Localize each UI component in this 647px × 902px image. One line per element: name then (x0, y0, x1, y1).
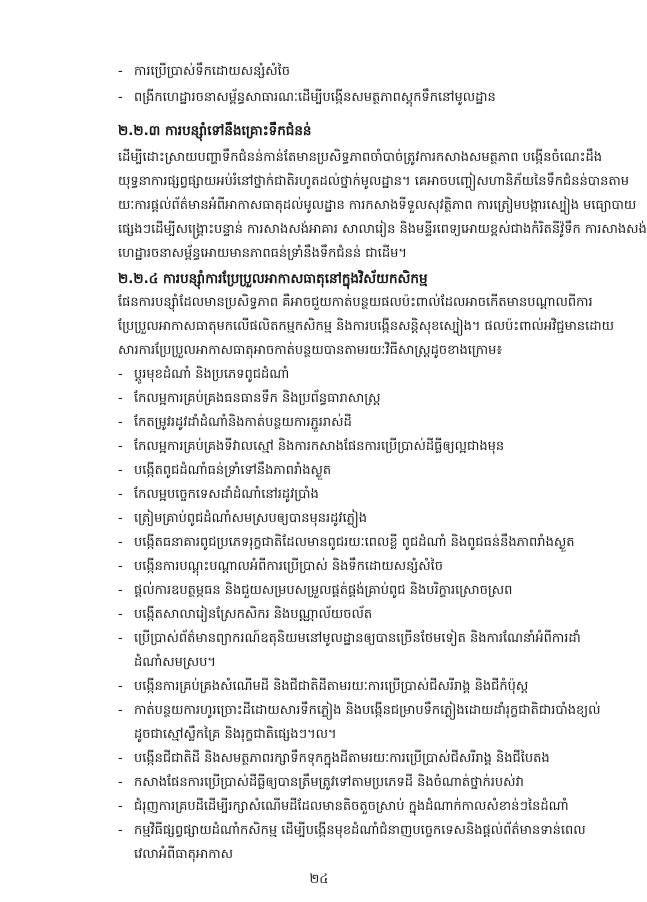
bullet-marker: - (118, 799, 123, 814)
bullet-line: ការប្រើប្រាស់ទឹកដោយសន្សំសំចៃ (134, 64, 291, 79)
paragraph-line: ហេដ្ឋារចនាសម្ព័ន្ធអោយមានភាពធន់ទ្រាំនឹងទឹកជំនន់ ជាដើម។ (118, 246, 407, 261)
bullet-marker: - (118, 415, 123, 430)
paragraph-line: យៈការផ្តល់ព័ត៌មានអំពីអាកាសធាតុដល់មូលដ្ឋាន ការកសាងទីទួលសុវត្ថិភាព ការត្រៀមបង្ការស្បៀង មធ្យោបាយ (118, 198, 637, 213)
bullet-item (118, 675, 529, 699)
bullet-text (134, 483, 523, 507)
bullet-text (134, 675, 529, 699)
bullet-line: បង្កើនជីជាតិដី និងសមត្ថភាពរក្សាទឹកទុកក្នុងដីតាមរយៈការប្រើប្រាស់ជីសរីរាង្គ និងជីបៃតង (134, 751, 550, 766)
bullet-marker: - (118, 559, 123, 574)
bullet-item (118, 459, 523, 483)
bullet-item (118, 747, 550, 771)
section-number: ២.២.៣ (118, 123, 161, 139)
adaptation-measures-list (118, 363, 601, 867)
paragraph-line: យុទ្ធនាការផ្សព្វផ្សាយអប់រំនៅថ្នាក់ជាតិរហូតដល់ថ្នាក់មូលដ្ឋាន។ គេអាចបញ្ចៀសហានិភ័យនៃទឹកជំនន់បានតាម (118, 174, 629, 189)
bullet-line: កែលម្អការគ្រប់គ្រងធនធានទឹក និងប្រព័ន្ធធារាសាស្ត្រ (134, 391, 381, 406)
section-number: ២.២.៤ (118, 271, 159, 287)
bullet-text (134, 387, 523, 411)
paragraph-line: សារការប្រែប្រួលអាកាសធាតុអាចកាត់បន្ថយបានតាមរយៈវិធីសាស្ត្រដូចខាងក្រោម៖ (118, 343, 503, 358)
bullet-text (134, 411, 523, 435)
section-paragraph (118, 291, 615, 363)
bullet-marker: - (118, 679, 123, 694)
bullet-item (118, 819, 586, 867)
bullet-item (118, 603, 523, 627)
bullet-line: ពង្រីកហេដ្ឋារចនាសម្ព័ន្ធសាធារណៈដើម្បីបង្កើនសមត្ថភាពស្តុកទឹកនៅមូលដ្ឋាន (134, 90, 496, 105)
paragraph-line: ដើម្បីដោះស្រាយបញ្ហាទឹកជំនន់កាន់តែមានប្រសិទ្ធភាពចាំបាច់ត្រូវការកសាងសមត្ថភាព បង្កើនចំណេះដឹង (118, 150, 603, 165)
bullet-marker: - (118, 90, 123, 105)
section-2-2-3 (118, 119, 647, 266)
bullet-item (118, 795, 569, 819)
bullet-line: ដូចជាស្មៅស្លឹកគ្រៃ និងរុក្ខជាតិផ្សេងៗ។ល។ (134, 727, 337, 742)
bullet-line: ប្រើប្រាស់ព័ត៌មានព្យាករណ៍ឧតុនិយមនៅមូលដ្ឋានឲ្យបានច្រើនថែមទៀត និងការណែនាំអំពីការដាំ (134, 631, 581, 646)
bullet-text (134, 363, 523, 387)
bullet-line: ផ្តល់ការឧបត្ថម្ភធន និងជួយសម្របសម្រួលផ្គត់ផ្គង់គ្រាប់ពូជ និងបរិក្ខារស្រោចស្រព (134, 583, 513, 598)
bullet-line: កាត់បន្ថយការហូរច្រោះដីដោយសារទឹកភ្លៀង និងបង្កើនជម្រាបទឹកភ្លៀងដោយដាំរុក្ខជាតិជារបាំងខ្យល់ (134, 703, 601, 718)
bullet-marker: - (118, 439, 123, 454)
bullet-item (118, 507, 523, 531)
bullet-line: ប្តូរមុខដំណាំ និងប្រភេទពូជដំណាំ (134, 367, 290, 382)
bullet-marker: - (118, 535, 123, 550)
bullet-text (134, 86, 523, 110)
page-content (118, 60, 647, 867)
bullet-marker: - (118, 607, 123, 622)
bullet-item (118, 555, 523, 579)
bullet-line: បង្កើតធនាគារពូជប្រភេទរុក្ខជាតិដែលមានពូជរយៈពេលខ្លី ពូជដំណាំ និងពូជធន់នឹងភាពរាំងស្ងួត (134, 535, 575, 550)
bullet-text (134, 699, 601, 747)
section-heading (118, 119, 523, 143)
paragraph-line: ប្រែប្រួលអាកាសធាតុមកលើផលិតកម្មកសិកម្ម និងការបង្កើនសន្តិសុខស្បៀង។ ផលប៉ះពាល់អវិជ្ជមានដោយ (118, 319, 615, 334)
section-2-2-4 (118, 267, 615, 867)
bullet-marker: - (118, 631, 123, 646)
bullet-item (118, 627, 581, 675)
bullet-text (134, 771, 523, 795)
bullet-text (134, 795, 569, 819)
bullet-line: កែលម្អបច្ចេកទេសដាំដំណាំនៅរដូវប្រាំង (134, 487, 319, 502)
bullet-text (134, 60, 523, 84)
paragraph-line: ផែនការបន្ស៊ាំដែលមានប្រសិទ្ធភាព គឺអាចជួយកាត់បន្ថយផលប៉ះពាល់ដែលអាចកើតមានបណ្តាលពីការ (118, 295, 593, 310)
bullet-line: ត្រៀមគ្រាប់ពូជដំណាំសមស្របឲ្យបានមុនរដូវភ្លៀង (134, 511, 368, 526)
section-title: ការបន្ស៊ាំការប្រែប្រួលអាកាសធាតុនៅក្នុងវិស័យកសិកម្ម (162, 271, 428, 287)
intro-bullet-list (118, 60, 523, 110)
bullet-line: កែលម្អការគ្រប់គ្រងទីវាលស្មៅ និងការកសាងផែនការប្រើប្រាស់ដីធ្លីឲ្យល្អជាងមុន (134, 439, 505, 454)
bullet-line: កែតម្រូវរដូវដាំដំណាំនិងកាត់បន្ថយការភ្ជួររាស់ដី (134, 415, 352, 430)
bullet-line: កម្មវិធីផ្សព្វផ្សាយដំណាំកសិកម្ម ដើម្បីបង្កើនមុខដំណាំជំនាញបច្ចេកទេសនិងផ្តល់ព័ត៌មានទាន់ពេល (134, 823, 586, 838)
bullet-marker: - (118, 751, 123, 766)
bullet-item (118, 60, 523, 84)
bullet-text (134, 819, 586, 867)
bullet-line: កសាងផែនការប្រើប្រាស់ដីធ្លីឲ្យបានត្រឹមត្រូវទៅតាមប្រភេទដី និងចំណាត់ថ្នាក់របស់វា (134, 775, 524, 790)
bullet-item (118, 483, 523, 507)
bullet-marker: - (118, 511, 123, 526)
bullet-text (134, 507, 523, 531)
bullet-marker: - (118, 463, 123, 478)
bullet-marker: - (118, 367, 123, 382)
bullet-marker: - (118, 583, 123, 598)
bullet-text (134, 603, 523, 627)
bullet-marker: - (118, 391, 123, 406)
bullet-item (118, 387, 523, 411)
bullet-item (118, 579, 523, 603)
bullet-line: បង្កើនការគ្រប់គ្រងសំណើមដី និងជីជាតិដីតាមរយៈការប្រើប្រាស់ជីសរីរាង្គ និងជីកំប៉ុស្ត (134, 679, 529, 694)
bullet-line: វេលាអំពីធាតុអាកាស (134, 847, 234, 862)
section-title: ការបន្ស៊ាំទៅនឹងគ្រោះទឹកជំនន់ (164, 123, 312, 139)
section-heading (118, 267, 523, 291)
bullet-marker: - (118, 703, 123, 718)
bullet-item (118, 363, 523, 387)
bullet-item (118, 86, 523, 110)
bullet-text (134, 459, 523, 483)
bullet-text (134, 579, 523, 603)
bullet-text (134, 531, 575, 555)
bullet-marker: - (118, 64, 123, 79)
bullet-item (118, 531, 575, 555)
bullet-text (134, 627, 581, 675)
bullet-line: ជំរុញការគ្របដីដើម្បីរក្សាសំណើមដីដែលមានតិចតួចស្រាប់ ក្នុងដំណាក់កាលសំខាន់ៗនៃដំណាំ (134, 799, 569, 814)
section-paragraph (118, 146, 647, 266)
bullet-item (118, 411, 523, 435)
bullet-marker: - (118, 823, 123, 838)
bullet-line: បង្កើតសាលារៀនស្រែកសិករ និងបណ្ណាល័យចល័ត (134, 607, 373, 622)
bullet-item (118, 435, 523, 459)
bullet-marker: - (118, 487, 123, 502)
bullet-line: បង្កើនការបណ្តុះបណ្តាលអំពីការប្រើប្រាស់ និងទឹកដោយសន្សំសំចៃ (134, 559, 444, 574)
bullet-line: បង្កើតពូជដំណាំធន់ទ្រាំទៅនឹងភាពរាំងស្ងួត (134, 463, 332, 478)
bullet-item (118, 699, 601, 747)
bullet-text (134, 747, 550, 771)
page-number: ២៤ (309, 872, 329, 887)
bullet-text (134, 435, 523, 459)
bullet-marker: - (118, 775, 123, 790)
paragraph-line: ផ្សេងៗដើម្បីសង្គ្រោះបន្ទាន់ ការសាងសង់អាគារ សាលារៀន និងមន្ទីរពេទ្យអោយខ្ពស់ជាងកំរិតនីវ៉ូទឹក ការសាងសង់ (118, 222, 647, 237)
bullet-line: ដំណាំសមស្រប។ (134, 655, 216, 670)
bullet-item (118, 771, 523, 795)
bullet-text (134, 555, 523, 579)
